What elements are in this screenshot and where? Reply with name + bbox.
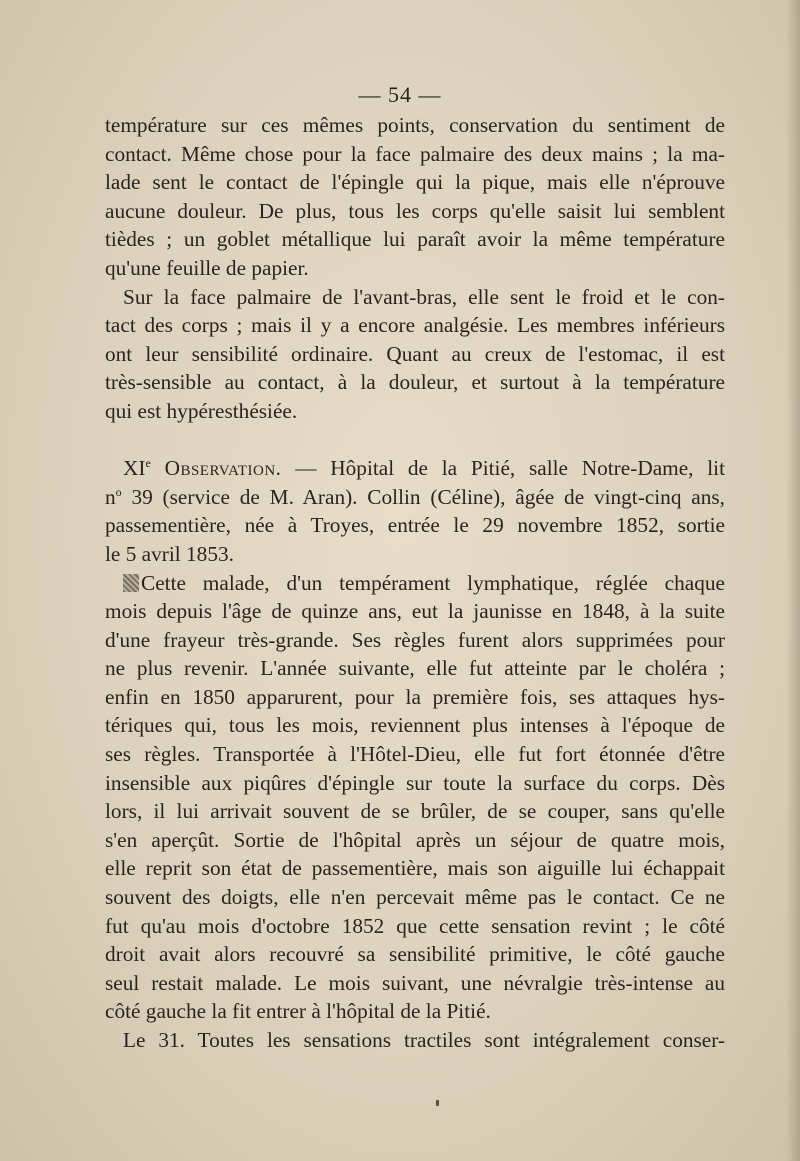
text-line: elle reprit son état de passementière, mais son aiguille lui échappait <box>105 856 725 881</box>
text-line: Le 31. Toutes les sensations tractiles sont intégralement conser- <box>123 1028 725 1052</box>
observation-number-suffix: e <box>145 456 151 471</box>
text-line: côté gauche la fit entrer à l'hôpital de la Pitié. <box>105 999 491 1024</box>
text-line: ses règles. Transportée à l'Hôtel-Dieu, elle fut fort étonnée d'être <box>105 742 725 767</box>
paragraph-mark-icon <box>123 574 139 592</box>
text-line: le 5 avril 1853. <box>105 541 234 566</box>
text-line: lade sent le contact de l'épingle qui la pique, mais elle n'éprouve <box>105 170 725 195</box>
text-line: s'en aperçût. Sortie de l'hôpital après un séjour de quatre mois, <box>105 827 725 852</box>
section-gap <box>105 426 725 455</box>
text-line: d'une frayeur très-grande. Ses règles furent alors supprimées pour <box>105 627 725 652</box>
text-line: qu'une feuille de papier. <box>105 255 309 280</box>
text-line: aucune douleur. De plus, tous les corps qu'elle saisit lui semblent <box>105 198 725 223</box>
observation-number: XI <box>123 456 146 481</box>
text-line: mois depuis l'âge de quinze ans, eut la jaunisse en 1848, à la suite <box>105 599 725 624</box>
text-line: contact. Même chose pour la face palmaire des deux mains ; la ma- <box>105 141 725 166</box>
page-number: — 54 — <box>358 82 442 107</box>
text-line: droit avait alors recouvré sa sensibilité primitive, le côté gauche <box>105 942 725 967</box>
text-line: très-sensible au contact, à la douleur, et surtout à la température <box>105 370 725 395</box>
observation-location: — Hôpital de la Pitié, salle Notre-Dame, lit <box>281 456 725 481</box>
text-line: tact des corps ; mais il y a encore analgésie. Les membres inférieurs <box>105 313 725 338</box>
text-line: ne plus revenir. L'année suivante, elle fut atteinte par le choléra ; <box>105 656 725 681</box>
text-line: enfin en 1850 apparurent, pour la première fois, ses attaques hys- <box>105 684 725 709</box>
paper-speck <box>436 1100 439 1106</box>
body-text <box>105 111 725 1055</box>
text-line: $n^o$ 39 (service de M. Aran). Collin (Céline), âgée de vingt-cinq ans, <box>105 484 725 509</box>
text-line: qui est hypéresthésiée. <box>105 398 298 423</box>
text-line: Sur la face palmaire de l'avant-bras, elle sent le froid et le con- <box>123 284 725 309</box>
text-line: fut qu'au mois d'octobre 1852 que cette sensation revint ; le côté <box>105 913 725 938</box>
text-line: seul restait malade. Le mois suivant, une névralgie très-intense au <box>105 970 725 995</box>
text-line: souvent des doigts, elle n'en percevait même pas le contact. Ce ne <box>105 885 725 910</box>
text-line: tériques qui, tous les mois, reviennent plus intenses à l'époque de <box>105 713 725 738</box>
observation-heading: Observation. <box>164 456 282 481</box>
text-line: Cette malade, d'un tempérament lymphatique, réglée chaque <box>105 569 725 598</box>
text-line: ont leur sensibilité ordinaire. Quant au creux de l'estomac, il est <box>105 341 725 366</box>
observation-heading-line <box>105 454 725 483</box>
text-line: température sur ces mêmes points, conservation du sentiment de <box>105 113 725 137</box>
text-line: passementière, née à Troyes, entrée le 29 novembre 1852, sortie <box>105 513 725 538</box>
text-line: lors, il lui arrivait souvent de se brûler, de se couper, sans qu'elle <box>105 799 725 824</box>
text-line: tièdes ; un goblet métallique lui paraît avoir la même température <box>105 227 725 252</box>
text-line: insensible aux piqûres d'épingle sur toute la surface du corps. Dès <box>105 770 725 795</box>
